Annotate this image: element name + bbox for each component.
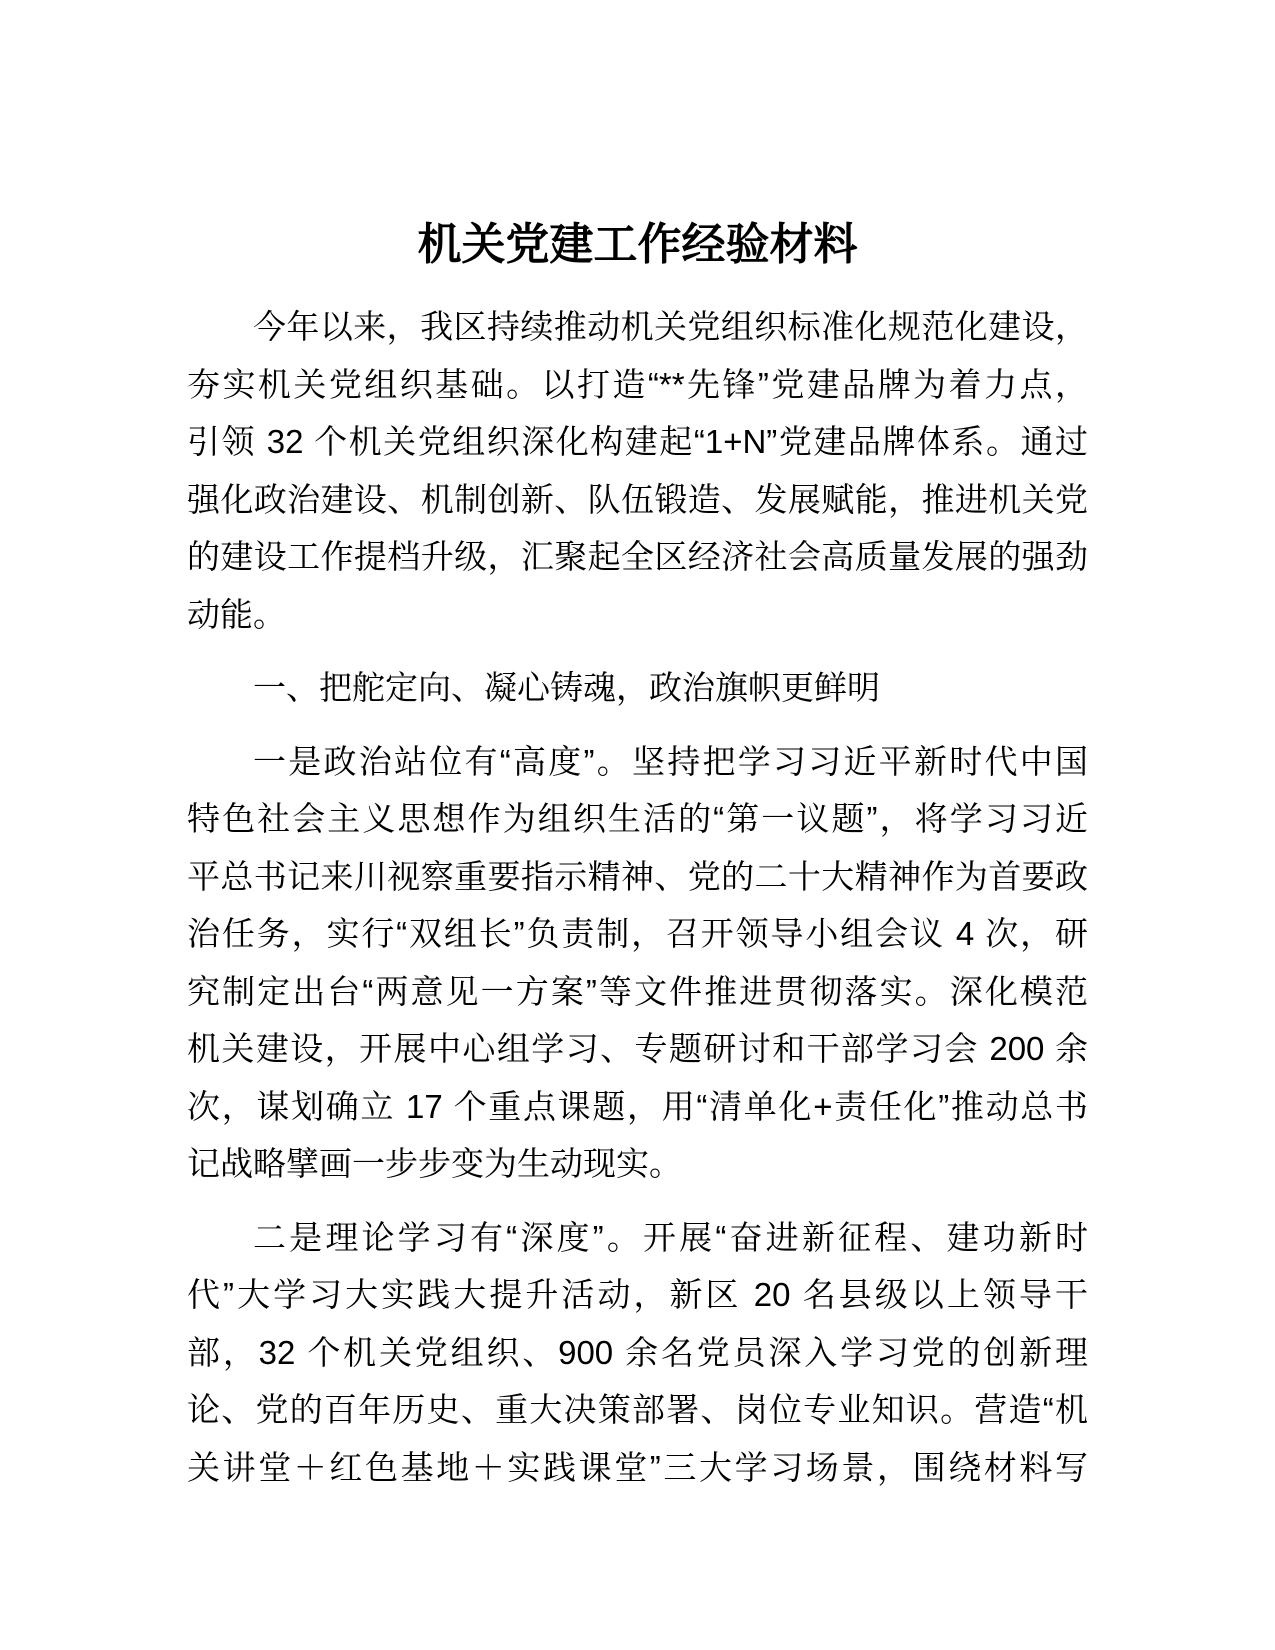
text-line: 机关建设，开展中心组学习、专题研讨和干部学习会 200 余: [187, 1030, 1088, 1067]
text-line: 一、把舵定向、凝心铸魂，政治旗帜更鲜明: [253, 669, 880, 706]
text-line: 特色社会主义思想作为组织生活的“第一议题”，将学习习近: [187, 800, 1088, 837]
document-title: 机关党建工作经验材料: [417, 220, 858, 269]
text-line: 记战略擘画一步步变为生动现实。: [187, 1145, 682, 1182]
paragraph: [187, 733, 1088, 1193]
text-line: 论、党的百年历史、重大决策部署、岗位专业知识。营造“机: [187, 1391, 1088, 1428]
text-line: 引领 32 个机关党组织深化构建起“1+N”党建品牌体系。通过: [187, 423, 1088, 460]
text-line: 治任务，实行“双组长”负责制，召开领导小组会议 4 次，研: [187, 915, 1088, 952]
text-line: 部，32 个机关党组织、900 余名党员深入学习党的创新理: [187, 1333, 1088, 1371]
paragraph: [187, 298, 1088, 643]
text-line: 平总书记来川视察重要指示精神、党的二十大精神作为首要政: [187, 857, 1088, 895]
text-line: 的建设工作提档升级，汇聚起全区经济社会高质量发展的强劲: [187, 538, 1088, 575]
text-line: 动能。: [187, 595, 286, 633]
text-line: 今年以来，我区持续推动机关党组织标准化规范化建设，: [253, 308, 1088, 345]
text-line: 夯实机关党组织基础。以打造“**先锋”党建品牌为着力点，: [187, 365, 1088, 403]
section-heading: [187, 659, 1088, 717]
text-line: 究制定出台“两意见一方案”等文件推进贯彻落实。深化模范: [187, 972, 1088, 1010]
text-line: 二是理论学习有“深度”。开展“奋进新征程、建功新时: [253, 1218, 1088, 1256]
text-line: 强化政治建设、机制创新、队伍锻造、发展赋能，推进机关党: [187, 480, 1088, 518]
text-line: 关讲堂＋红色基地＋实践课堂”三大学习场景，围绕材料写: [187, 1448, 1088, 1486]
document-body: [187, 298, 1088, 1496]
text-line: 次，谋划确立 17 个重点课题，用“清单化+责任化”推动总书: [187, 1087, 1088, 1125]
text-line: 一是政治站位有“高度”。坚持把学习习近平新时代中国: [253, 742, 1088, 780]
paragraph: [187, 1209, 1088, 1497]
text-line: 代”大学习大实践大提升活动，新区 20 名县级以上领导干: [187, 1276, 1088, 1313]
